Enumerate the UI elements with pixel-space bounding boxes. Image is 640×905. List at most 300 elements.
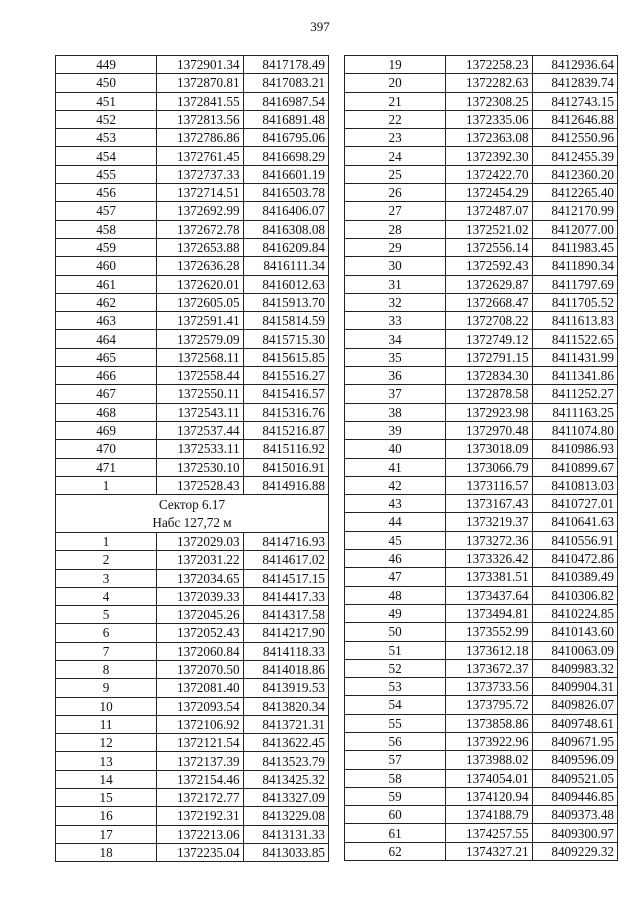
y-coordinate-cell: 8411890.34 [532, 257, 617, 275]
point-number-cell: 6 [56, 624, 157, 642]
x-coordinate-cell: 1372629.87 [446, 275, 532, 293]
x-coordinate-cell: 1373672.37 [446, 659, 532, 677]
point-number-cell: 463 [56, 312, 157, 330]
table-row [345, 513, 618, 531]
point-number-cell: 456 [56, 184, 157, 202]
x-coordinate-cell: 1372568.11 [157, 348, 243, 366]
x-coordinate-cell: 1373018.09 [446, 440, 532, 458]
table-row [345, 129, 618, 147]
point-number-cell: 58 [345, 769, 446, 787]
table-row [56, 129, 329, 147]
x-coordinate-cell: 1372258.23 [446, 56, 532, 74]
table-row [56, 752, 329, 770]
point-number-cell: 465 [56, 348, 157, 366]
table-row [56, 330, 329, 348]
y-coordinate-cell: 8409521.05 [532, 769, 617, 787]
x-coordinate-cell: 1373437.64 [446, 586, 532, 604]
table-row [345, 641, 618, 659]
table-row [56, 275, 329, 293]
x-coordinate-cell: 1372605.05 [157, 293, 243, 311]
point-number-cell: 449 [56, 56, 157, 74]
table-row [56, 74, 329, 92]
table-row [56, 697, 329, 715]
x-coordinate-cell: 1373381.51 [446, 568, 532, 586]
x-coordinate-cell: 1373167.43 [446, 495, 532, 513]
table-row [56, 202, 329, 220]
point-number-cell: 21 [345, 92, 446, 110]
table-row [56, 312, 329, 330]
table-row [56, 532, 329, 550]
x-coordinate-cell: 1372533.11 [157, 440, 243, 458]
table-row [345, 421, 618, 439]
y-coordinate-cell: 8412743.15 [532, 92, 617, 110]
point-number-cell: 450 [56, 74, 157, 92]
x-coordinate-cell: 1372714.51 [157, 184, 243, 202]
y-coordinate-cell: 8412646.88 [532, 110, 617, 128]
table-row [56, 220, 329, 238]
point-number-cell: 36 [345, 367, 446, 385]
y-coordinate-cell: 8416503.78 [243, 184, 328, 202]
x-coordinate-cell: 1372878.58 [446, 385, 532, 403]
table-row [56, 642, 329, 660]
point-number-cell: 2 [56, 551, 157, 569]
table-row [345, 275, 618, 293]
point-number-cell: 461 [56, 275, 157, 293]
point-number-cell: 18 [56, 843, 157, 861]
point-number-cell: 16 [56, 807, 157, 825]
point-number-cell: 31 [345, 275, 446, 293]
point-number-cell: 28 [345, 220, 446, 238]
point-number-cell: 39 [345, 421, 446, 439]
table-row [56, 385, 329, 403]
y-coordinate-cell: 8412360.20 [532, 165, 617, 183]
y-coordinate-cell: 8413229.08 [243, 807, 328, 825]
x-coordinate-cell: 1372653.88 [157, 238, 243, 256]
table-row [345, 751, 618, 769]
y-coordinate-cell: 8416012.63 [243, 275, 328, 293]
table-row [56, 56, 329, 74]
y-coordinate-cell: 8412550.96 [532, 129, 617, 147]
y-coordinate-cell: 8409671.95 [532, 732, 617, 750]
y-coordinate-cell: 8417178.49 [243, 56, 328, 74]
y-coordinate-cell: 8409596.09 [532, 751, 617, 769]
y-coordinate-cell: 8413523.79 [243, 752, 328, 770]
y-coordinate-cell: 8416209.84 [243, 238, 328, 256]
y-coordinate-cell: 8414517.15 [243, 569, 328, 587]
table-row [56, 587, 329, 605]
table-row [56, 569, 329, 587]
point-number-cell: 10 [56, 697, 157, 715]
table-row [56, 476, 329, 494]
table-row [345, 732, 618, 750]
y-coordinate-cell: 8410899.67 [532, 458, 617, 476]
y-coordinate-cell: 8409373.48 [532, 806, 617, 824]
x-coordinate-cell: 1372392.30 [446, 147, 532, 165]
y-coordinate-cell: 8415913.70 [243, 293, 328, 311]
table-row [56, 110, 329, 128]
y-coordinate-cell: 8409748.61 [532, 714, 617, 732]
point-number-cell: 44 [345, 513, 446, 531]
point-number-cell: 3 [56, 569, 157, 587]
point-number-cell: 42 [345, 476, 446, 494]
y-coordinate-cell: 8413131.33 [243, 825, 328, 843]
point-number-cell: 57 [345, 751, 446, 769]
x-coordinate-cell: 1372052.43 [157, 624, 243, 642]
x-coordinate-cell: 1374327.21 [446, 842, 532, 860]
point-number-cell: 32 [345, 293, 446, 311]
table-row [345, 842, 618, 860]
y-coordinate-cell: 8409446.85 [532, 787, 617, 805]
sector-title: Сектор 6.17 [56, 495, 329, 514]
x-coordinate-cell: 1372154.46 [157, 770, 243, 788]
point-number-cell: 56 [345, 732, 446, 750]
x-coordinate-cell: 1372031.22 [157, 551, 243, 569]
point-number-cell: 458 [56, 220, 157, 238]
table-row [345, 110, 618, 128]
y-coordinate-cell: 8416795.06 [243, 129, 328, 147]
table-row [345, 184, 618, 202]
y-coordinate-cell: 8414716.93 [243, 532, 328, 550]
x-coordinate-cell: 1372901.34 [157, 56, 243, 74]
x-coordinate-cell: 1372192.31 [157, 807, 243, 825]
point-number-cell: 1 [56, 476, 157, 494]
x-coordinate-cell: 1372335.06 [446, 110, 532, 128]
y-coordinate-cell: 8413622.45 [243, 734, 328, 752]
table-row [345, 714, 618, 732]
x-coordinate-cell: 1373733.56 [446, 678, 532, 696]
point-number-cell: 55 [345, 714, 446, 732]
table-row [56, 184, 329, 202]
point-number-cell: 14 [56, 770, 157, 788]
x-coordinate-cell: 1372636.28 [157, 257, 243, 275]
table-row [345, 440, 618, 458]
table-row [56, 551, 329, 569]
y-coordinate-cell: 8410472.86 [532, 550, 617, 568]
x-coordinate-cell: 1373988.02 [446, 751, 532, 769]
y-coordinate-cell: 8414217.90 [243, 624, 328, 642]
x-coordinate-cell: 1372923.98 [446, 403, 532, 421]
point-number-cell: 59 [345, 787, 446, 805]
x-coordinate-cell: 1372282.63 [446, 74, 532, 92]
y-coordinate-cell: 8414317.58 [243, 606, 328, 624]
left-table-rows-b [56, 532, 329, 861]
point-number-cell: 25 [345, 165, 446, 183]
table-row [56, 458, 329, 476]
point-number-cell: 48 [345, 586, 446, 604]
point-number-cell: 33 [345, 312, 446, 330]
x-coordinate-cell: 1372550.11 [157, 385, 243, 403]
table-row [345, 531, 618, 549]
point-number-cell: 50 [345, 623, 446, 641]
x-coordinate-cell: 1372521.02 [446, 220, 532, 238]
table-row [56, 257, 329, 275]
point-number-cell: 19 [345, 56, 446, 74]
x-coordinate-cell: 1373219.37 [446, 513, 532, 531]
x-coordinate-cell: 1372737.33 [157, 165, 243, 183]
point-number-cell: 34 [345, 330, 446, 348]
point-number-cell: 460 [56, 257, 157, 275]
table-row [345, 769, 618, 787]
x-coordinate-cell: 1372761.45 [157, 147, 243, 165]
point-number-cell: 467 [56, 385, 157, 403]
point-number-cell: 43 [345, 495, 446, 513]
table-row [345, 787, 618, 805]
x-coordinate-cell: 1372786.86 [157, 129, 243, 147]
x-coordinate-cell: 1372029.03 [157, 532, 243, 550]
point-number-cell: 37 [345, 385, 446, 403]
point-number-cell: 54 [345, 696, 446, 714]
point-number-cell: 24 [345, 147, 446, 165]
y-coordinate-cell: 8413919.53 [243, 679, 328, 697]
y-coordinate-cell: 8412936.64 [532, 56, 617, 74]
y-coordinate-cell: 8414617.02 [243, 551, 328, 569]
point-number-cell: 40 [345, 440, 446, 458]
x-coordinate-cell: 1372556.14 [446, 238, 532, 256]
x-coordinate-cell: 1372620.01 [157, 275, 243, 293]
y-coordinate-cell: 8411252.27 [532, 385, 617, 403]
point-number-cell: 35 [345, 348, 446, 366]
x-coordinate-cell: 1372579.09 [157, 330, 243, 348]
y-coordinate-cell: 8409229.32 [532, 842, 617, 860]
x-coordinate-cell: 1374120.94 [446, 787, 532, 805]
x-coordinate-cell: 1372093.54 [157, 697, 243, 715]
y-coordinate-cell: 8411522.65 [532, 330, 617, 348]
y-coordinate-cell: 8411613.83 [532, 312, 617, 330]
table-row [56, 421, 329, 439]
x-coordinate-cell: 1372592.43 [446, 257, 532, 275]
table-row [345, 696, 618, 714]
x-coordinate-cell: 1374188.79 [446, 806, 532, 824]
x-coordinate-cell: 1373066.79 [446, 458, 532, 476]
y-coordinate-cell: 8416308.08 [243, 220, 328, 238]
x-coordinate-cell: 1372543.11 [157, 403, 243, 421]
point-number-cell: 468 [56, 403, 157, 421]
y-coordinate-cell: 8413721.31 [243, 715, 328, 733]
table-row [345, 495, 618, 513]
point-number-cell: 22 [345, 110, 446, 128]
table-row [56, 770, 329, 788]
point-number-cell: 470 [56, 440, 157, 458]
point-number-cell: 13 [56, 752, 157, 770]
y-coordinate-cell: 8416891.48 [243, 110, 328, 128]
y-coordinate-cell: 8411797.69 [532, 275, 617, 293]
table-row [56, 715, 329, 733]
y-coordinate-cell: 8415316.76 [243, 403, 328, 421]
table-row [345, 293, 618, 311]
table-row [345, 367, 618, 385]
table-row [345, 604, 618, 622]
table-row [345, 568, 618, 586]
point-number-cell: 7 [56, 642, 157, 660]
y-coordinate-cell: 8409300.97 [532, 824, 617, 842]
y-coordinate-cell: 8412455.39 [532, 147, 617, 165]
x-coordinate-cell: 1372034.65 [157, 569, 243, 587]
table-row [56, 624, 329, 642]
point-number-cell: 11 [56, 715, 157, 733]
y-coordinate-cell: 8414417.33 [243, 587, 328, 605]
y-coordinate-cell: 8415715.30 [243, 330, 328, 348]
point-number-cell: 459 [56, 238, 157, 256]
point-number-cell: 46 [345, 550, 446, 568]
y-coordinate-cell: 8416987.54 [243, 92, 328, 110]
right-table-rows [345, 56, 618, 861]
point-number-cell: 12 [56, 734, 157, 752]
table-row [56, 843, 329, 861]
y-coordinate-cell: 8414118.33 [243, 642, 328, 660]
point-number-cell: 1 [56, 532, 157, 550]
x-coordinate-cell: 1374054.01 [446, 769, 532, 787]
y-coordinate-cell: 8410306.82 [532, 586, 617, 604]
x-coordinate-cell: 1372692.99 [157, 202, 243, 220]
table-row [345, 257, 618, 275]
x-coordinate-cell: 1372060.84 [157, 642, 243, 660]
y-coordinate-cell: 8412265.40 [532, 184, 617, 202]
x-coordinate-cell: 1372363.08 [446, 129, 532, 147]
point-number-cell: 4 [56, 587, 157, 605]
table-row [56, 734, 329, 752]
y-coordinate-cell: 8411983.45 [532, 238, 617, 256]
point-number-cell: 453 [56, 129, 157, 147]
x-coordinate-cell: 1373858.86 [446, 714, 532, 732]
x-coordinate-cell: 1372454.29 [446, 184, 532, 202]
y-coordinate-cell: 8416111.34 [243, 257, 328, 275]
table-row [345, 165, 618, 183]
table-row [56, 92, 329, 110]
x-coordinate-cell: 1372235.04 [157, 843, 243, 861]
point-number-cell: 455 [56, 165, 157, 183]
x-coordinate-cell: 1372813.56 [157, 110, 243, 128]
x-coordinate-cell: 1372841.55 [157, 92, 243, 110]
x-coordinate-cell: 1372045.26 [157, 606, 243, 624]
x-coordinate-cell: 1372121.54 [157, 734, 243, 752]
y-coordinate-cell: 8415516.27 [243, 367, 328, 385]
point-number-cell: 471 [56, 458, 157, 476]
y-coordinate-cell: 8417083.21 [243, 74, 328, 92]
y-coordinate-cell: 8410063.09 [532, 641, 617, 659]
point-number-cell: 62 [345, 842, 446, 860]
x-coordinate-cell: 1373272.36 [446, 531, 532, 549]
y-coordinate-cell: 8411431.99 [532, 348, 617, 366]
x-coordinate-cell: 1372106.92 [157, 715, 243, 733]
point-number-cell: 17 [56, 825, 157, 843]
point-number-cell: 51 [345, 641, 446, 659]
y-coordinate-cell: 8415216.87 [243, 421, 328, 439]
table-row [56, 238, 329, 256]
x-coordinate-cell: 1372530.10 [157, 458, 243, 476]
point-number-cell: 61 [345, 824, 446, 842]
table-row [345, 238, 618, 256]
y-coordinate-cell: 8411074.80 [532, 421, 617, 439]
table-row [56, 807, 329, 825]
table-row [345, 202, 618, 220]
y-coordinate-cell: 8415416.57 [243, 385, 328, 403]
table-row [345, 678, 618, 696]
table-row [56, 440, 329, 458]
point-number-cell: 15 [56, 789, 157, 807]
x-coordinate-cell: 1372591.41 [157, 312, 243, 330]
y-coordinate-cell: 8411705.52 [532, 293, 617, 311]
point-number-cell: 47 [345, 568, 446, 586]
point-number-cell: 53 [345, 678, 446, 696]
y-coordinate-cell: 8415615.85 [243, 348, 328, 366]
point-number-cell: 466 [56, 367, 157, 385]
x-coordinate-cell: 1372668.47 [446, 293, 532, 311]
table-row [345, 824, 618, 842]
point-number-cell: 469 [56, 421, 157, 439]
x-coordinate-cell: 1372039.33 [157, 587, 243, 605]
y-coordinate-cell: 8414018.86 [243, 660, 328, 678]
left-table-rows-a [56, 56, 329, 495]
x-coordinate-cell: 1372672.78 [157, 220, 243, 238]
point-number-cell: 38 [345, 403, 446, 421]
table-row [345, 220, 618, 238]
point-number-cell: 30 [345, 257, 446, 275]
x-coordinate-cell: 1372308.25 [446, 92, 532, 110]
x-coordinate-cell: 1372070.50 [157, 660, 243, 678]
sector-title-row [56, 495, 329, 514]
point-number-cell: 49 [345, 604, 446, 622]
point-number-cell: 41 [345, 458, 446, 476]
y-coordinate-cell: 8411163.25 [532, 403, 617, 421]
x-coordinate-cell: 1372528.43 [157, 476, 243, 494]
x-coordinate-cell: 1373116.57 [446, 476, 532, 494]
y-coordinate-cell: 8415116.92 [243, 440, 328, 458]
table-row [345, 330, 618, 348]
x-coordinate-cell: 1372708.22 [446, 312, 532, 330]
y-coordinate-cell: 8412839.74 [532, 74, 617, 92]
x-coordinate-cell: 1372081.40 [157, 679, 243, 697]
point-number-cell: 454 [56, 147, 157, 165]
y-coordinate-cell: 8410986.93 [532, 440, 617, 458]
table-row [345, 147, 618, 165]
x-coordinate-cell: 1373612.18 [446, 641, 532, 659]
table-row [56, 660, 329, 678]
y-coordinate-cell: 8410389.49 [532, 568, 617, 586]
y-coordinate-cell: 8414916.88 [243, 476, 328, 494]
point-number-cell: 23 [345, 129, 446, 147]
point-number-cell: 27 [345, 202, 446, 220]
y-coordinate-cell: 8410143.60 [532, 623, 617, 641]
y-coordinate-cell: 8409983.32 [532, 659, 617, 677]
table-row [345, 458, 618, 476]
table-row [56, 825, 329, 843]
table-row [56, 367, 329, 385]
right-coordinate-table [344, 55, 618, 861]
x-coordinate-cell: 1373326.42 [446, 550, 532, 568]
table-row [345, 550, 618, 568]
x-coordinate-cell: 1373922.96 [446, 732, 532, 750]
x-coordinate-cell: 1372537.44 [157, 421, 243, 439]
y-coordinate-cell: 8411341.86 [532, 367, 617, 385]
point-number-cell: 5 [56, 606, 157, 624]
table-row [345, 403, 618, 421]
x-coordinate-cell: 1372172.77 [157, 789, 243, 807]
x-coordinate-cell: 1373795.72 [446, 696, 532, 714]
y-coordinate-cell: 8413033.85 [243, 843, 328, 861]
y-coordinate-cell: 8410224.85 [532, 604, 617, 622]
x-coordinate-cell: 1372791.15 [446, 348, 532, 366]
point-number-cell: 45 [345, 531, 446, 549]
sector-height: Набс 127,72 м [56, 514, 329, 533]
y-coordinate-cell: 8409904.31 [532, 678, 617, 696]
point-number-cell: 464 [56, 330, 157, 348]
y-coordinate-cell: 8409826.07 [532, 696, 617, 714]
point-number-cell: 26 [345, 184, 446, 202]
table-row [345, 806, 618, 824]
point-number-cell: 457 [56, 202, 157, 220]
y-coordinate-cell: 8413425.32 [243, 770, 328, 788]
table-row [345, 623, 618, 641]
